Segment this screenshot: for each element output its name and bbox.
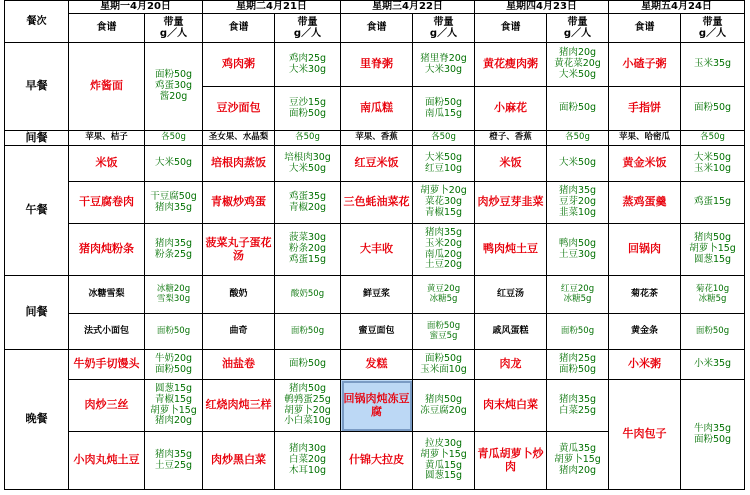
dish-name: 小米粥 (609, 350, 681, 380)
amount-header-line1: 带量 (433, 16, 454, 28)
snack-amount: 各50g (681, 131, 745, 146)
dish-amount: 猪肉35g 玉米20g 南瓜20g 土豆20g (413, 224, 475, 276)
snack-amount: 冰糖20g 雪梨30g (145, 276, 203, 314)
snack-amount: 面粉50g (681, 314, 745, 350)
dish-amount: 猪肉30g 白菜20g 木耳10g (275, 432, 341, 490)
dish-name: 黄金米饭 (609, 146, 681, 182)
dish-name: 牛肉包子 (609, 380, 681, 490)
dish-amount: 猪肉50g 冻豆腐20g (413, 380, 475, 432)
dish-name: 米饭 (475, 146, 547, 182)
afternoon-snack-row-2 (5, 314, 745, 350)
dish-name: 发糕 (341, 350, 413, 380)
dish-amount: 豆沙15g 面粉50g (275, 87, 341, 131)
dish-amount: 菠菜30g 粉条20g 鸡蛋15g (275, 224, 341, 276)
snack-amount: 各50g (145, 131, 203, 146)
snack-amount: 各50g (413, 131, 475, 146)
snack-amount: 各50g (547, 131, 609, 146)
recipe-header: 食谱 (609, 14, 681, 43)
dish-amount: 牛奶20g 面粉50g (145, 350, 203, 380)
dinner-row-1 (5, 350, 745, 380)
amount-header (547, 14, 609, 43)
dish-amount: 面粉50g (547, 87, 609, 131)
snack-name: 红豆汤 (475, 276, 547, 314)
dish-amount: 面粉50g 南瓜15g (413, 87, 475, 131)
amount-header-line2: g／人 (159, 28, 188, 39)
meal-column-header: 餐次 (5, 1, 69, 43)
dish-name: 鸭肉炖土豆 (475, 224, 547, 276)
dish-amount: 猪肉50g 鹌鹑蛋25g 胡萝卜20g 小白菜10g (275, 380, 341, 432)
dish-amount: 猪肉35g 白菜25g (547, 380, 609, 432)
snack-amount: 黄豆20g 冰糖5g (413, 276, 475, 314)
dish-amount: 大米50g (145, 146, 203, 182)
dish-name: 菠菜丸子蛋花汤 (203, 224, 275, 276)
dinner-row-2 (5, 380, 745, 432)
lunch-row-1 (5, 146, 745, 182)
dish-name: 米饭 (69, 146, 145, 182)
weekly-menu-table (4, 0, 745, 490)
dish-name: 小肉丸炖土豆 (69, 432, 145, 490)
dish-name: 小碴子粥 (609, 43, 681, 87)
morning-snack-row (5, 131, 745, 146)
snack-name: 鲜豆浆 (341, 276, 413, 314)
snack-amount: 面粉50g (145, 314, 203, 350)
dish-amount: 猪肉25g 面粉50g (547, 350, 609, 380)
snack-amount: 面粉50g 蜜豆5g (413, 314, 475, 350)
dish-amount: 鸭肉50g 土豆30g (547, 224, 609, 276)
dish-amount: 干豆腐50g 猪肉35g (145, 182, 203, 224)
subheader-row (5, 14, 745, 43)
snack-name: 冰糖雪梨 (69, 276, 145, 314)
amount-header-line2: g／人 (698, 28, 727, 39)
dish-amount: 小米35g (681, 350, 745, 380)
meal-label-morning-snack: 间餐 (5, 131, 69, 146)
amount-header-line1: 带量 (163, 16, 184, 28)
snack-name: 苹果、哈密瓜 (609, 131, 681, 146)
dish-name-selected[interactable]: 回锅肉炖冻豆腐 (341, 380, 413, 432)
dish-name: 肉炒豆芽韭菜 (475, 182, 547, 224)
dish-name: 黄花瘦肉粥 (475, 43, 547, 87)
dish-amount: 胡萝卜20g 菜花30g 青椒15g (413, 182, 475, 224)
dish-name: 肉炒黑白菜 (203, 432, 275, 490)
dish-name: 手指饼 (609, 87, 681, 131)
recipe-header: 食谱 (475, 14, 547, 43)
dish-name: 什锦大拉皮 (341, 432, 413, 490)
dish-name: 回锅肉 (609, 224, 681, 276)
snack-amount: 酸奶50g (275, 276, 341, 314)
snack-name: 苹果、桔子 (69, 131, 145, 146)
dish-amount: 大米50g 玉米10g (681, 146, 745, 182)
header-row (5, 1, 745, 14)
dish-amount: 猪肉50g 胡萝卜15g 圆葱15g (681, 224, 745, 276)
meal-label-afternoon-snack: 间餐 (5, 276, 69, 350)
dish-amount: 牛肉35g 面粉50g (681, 380, 745, 490)
dish-name: 豆沙面包 (203, 87, 275, 131)
amount-header-line2: g／人 (563, 28, 592, 39)
lunch-row-3 (5, 224, 745, 276)
dish-amount: 面粉50g 鸡蛋30g 酱20g (145, 43, 203, 131)
dish-amount: 猪里脊20g 大米30g (413, 43, 475, 87)
dish-name: 里脊粥 (341, 43, 413, 87)
snack-amount: 菊花10g 冰糖5g (681, 276, 745, 314)
amount-header-line1: 带量 (297, 16, 318, 28)
snack-name: 黄金条 (609, 314, 681, 350)
dish-amount: 大米50g 红豆10g (413, 146, 475, 182)
recipe-header: 食谱 (69, 14, 145, 43)
meal-label-breakfast: 早餐 (5, 43, 69, 131)
dish-name: 肉炒三丝 (69, 380, 145, 432)
snack-amount: 面粉50g (275, 314, 341, 350)
dish-amount: 鸡蛋15g (681, 182, 745, 224)
dish-name: 肉龙 (475, 350, 547, 380)
dish-amount: 猪肉35g 豆芽20g 韭菜10g (547, 182, 609, 224)
dish-amount: 面粉50g (275, 350, 341, 380)
dish-amount: 黄瓜35g 胡萝卜15g 猪肉20g (547, 432, 609, 490)
afternoon-snack-row-1 (5, 276, 745, 314)
snack-name: 酸奶 (203, 276, 275, 314)
dish-name: 油盐卷 (203, 350, 275, 380)
amount-header-line1: 带量 (567, 16, 588, 28)
dish-name: 猪肉炖粉条 (69, 224, 145, 276)
dish-amount: 鸡蛋35g 青椒20g (275, 182, 341, 224)
dish-amount: 拉皮30g 胡萝卜15g 黄瓜15g 圆葱15g (413, 432, 475, 490)
snack-name: 戚风蛋糕 (475, 314, 547, 350)
amount-header-line2: g／人 (293, 28, 322, 39)
dish-amount: 鸡肉25g 大米30g (275, 43, 341, 87)
snack-name: 苹果、香蕉 (341, 131, 413, 146)
dish-name: 蒸鸡蛋羹 (609, 182, 681, 224)
snack-amount: 各50g (275, 131, 341, 146)
dish-name: 小麻花 (475, 87, 547, 131)
snack-name: 圣女果、水晶梨 (203, 131, 275, 146)
amount-header (681, 14, 745, 43)
amount-header (275, 14, 341, 43)
dish-name: 牛奶手切馒头 (69, 350, 145, 380)
dish-amount: 猪肉20g 黄花菜20g 大米50g (547, 43, 609, 87)
snack-amount: 面粉50g (547, 314, 609, 350)
day-header-thu: 星期四4月23日 (475, 1, 609, 14)
snack-name: 曲奇 (203, 314, 275, 350)
dish-amount: 猪肉35g 土豆25g (145, 432, 203, 490)
dish-name: 青瓜胡萝卜炒肉 (475, 432, 547, 490)
amount-header-line2: g／人 (429, 28, 458, 39)
snack-name: 橙子、香蕉 (475, 131, 547, 146)
snack-name: 蜜豆面包 (341, 314, 413, 350)
dish-amount: 面粉50g 玉米面10g (413, 350, 475, 380)
amount-header (413, 14, 475, 43)
snack-name: 法式小面包 (69, 314, 145, 350)
day-header-wed: 星期三4月22日 (341, 1, 475, 14)
snack-amount: 红豆20g 冰糖5g (547, 276, 609, 314)
dish-name: 大丰收 (341, 224, 413, 276)
dish-amount: 猪肉35g 粉条25g (145, 224, 203, 276)
breakfast-row-1 (5, 43, 745, 87)
meal-label-dinner: 晚餐 (5, 350, 69, 490)
dish-amount: 面粉50g (681, 87, 745, 131)
dish-name: 青椒炒鸡蛋 (203, 182, 275, 224)
day-header-mon: 星期一4月20日 (69, 1, 203, 14)
dish-name: 南瓜糕 (341, 87, 413, 131)
snack-name: 菊花茶 (609, 276, 681, 314)
amount-header-line1: 带量 (702, 16, 723, 28)
dish-name: 红烧肉炖三样 (203, 380, 275, 432)
dish-name: 干豆腐卷肉 (69, 182, 145, 224)
dish-amount: 大米50g (547, 146, 609, 182)
dish-amount: 圆葱15g 青椒15g 胡萝卜15g 猪肉20g (145, 380, 203, 432)
meal-label-lunch: 午餐 (5, 146, 69, 276)
dish-name: 肉末炖白菜 (475, 380, 547, 432)
amount-header (145, 14, 203, 43)
dish-name: 培根肉蒸饭 (203, 146, 275, 182)
dish-name: 三色蚝油菜花 (341, 182, 413, 224)
recipe-header: 食谱 (341, 14, 413, 43)
dish-amount: 玉米35g (681, 43, 745, 87)
recipe-header: 食谱 (203, 14, 275, 43)
dish-amount: 培根肉30g 大米50g (275, 146, 341, 182)
dish-name: 炸酱面 (69, 43, 145, 131)
day-header-fri: 星期五4月24日 (609, 1, 745, 14)
day-header-tue: 星期二4月21日 (203, 1, 341, 14)
dish-name: 红豆米饭 (341, 146, 413, 182)
dish-name: 鸡肉粥 (203, 43, 275, 87)
lunch-row-2 (5, 182, 745, 224)
